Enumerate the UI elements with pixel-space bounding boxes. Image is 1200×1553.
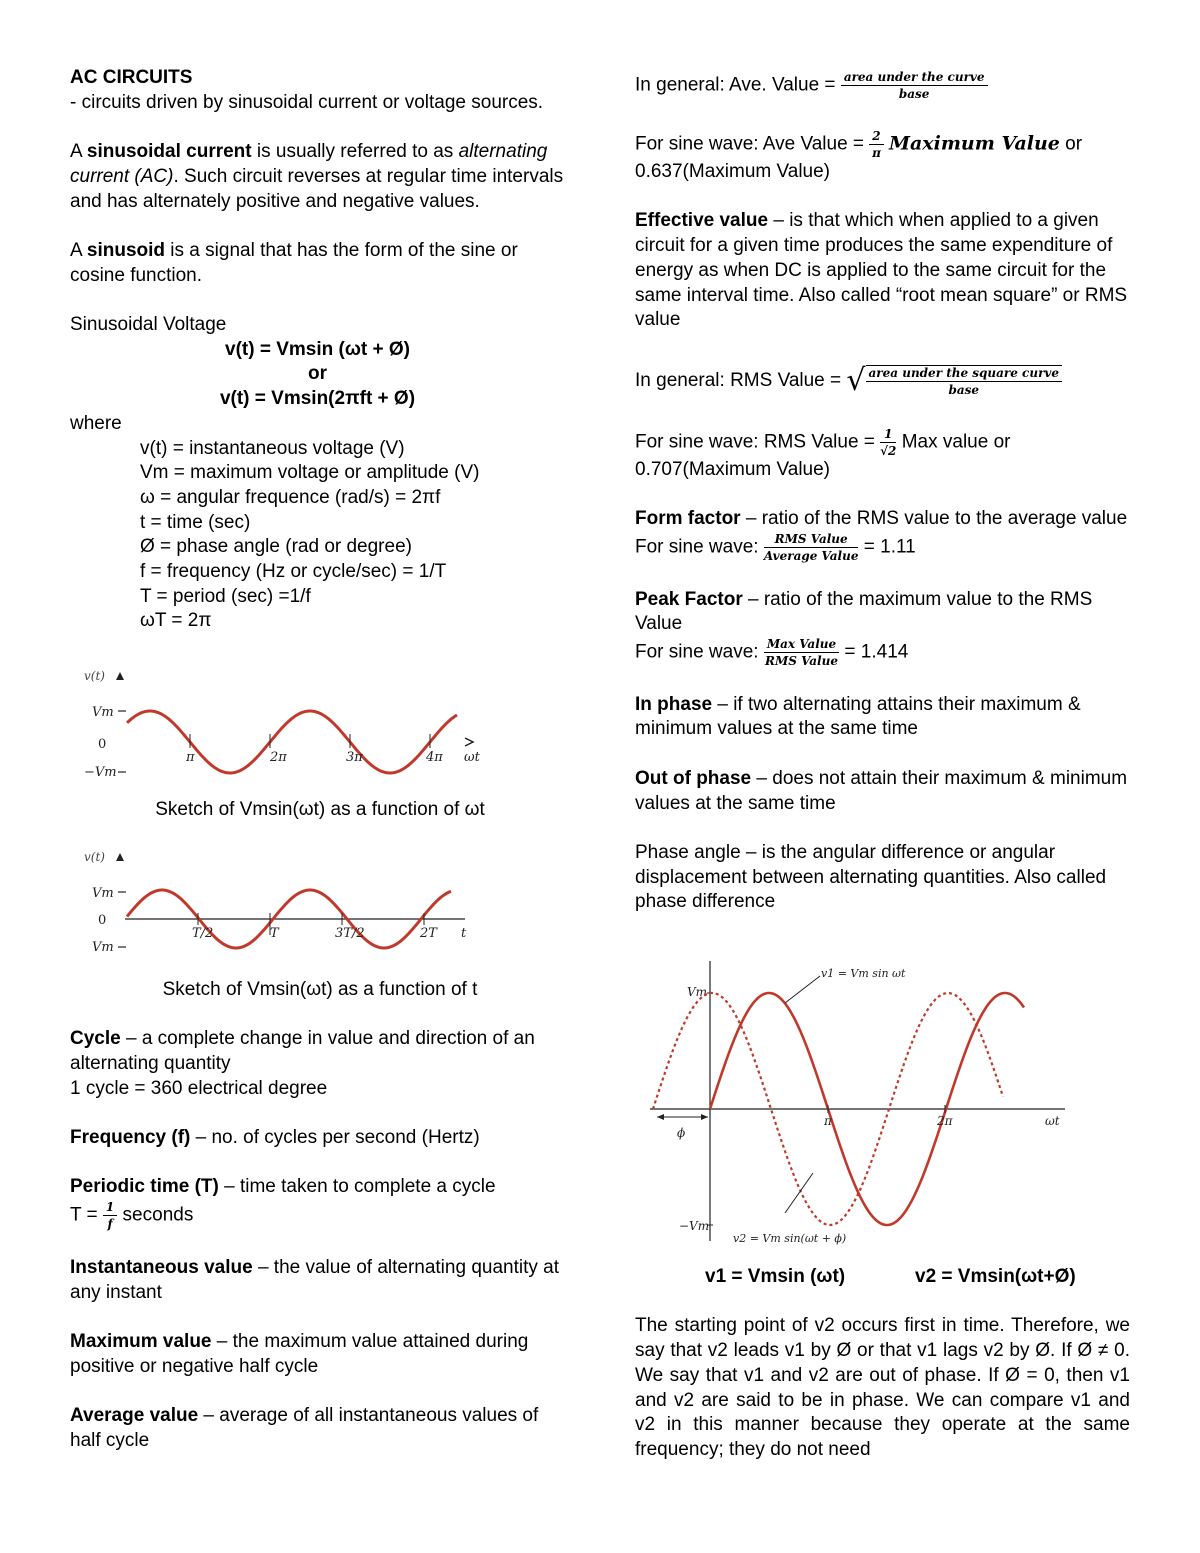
sine-vs-omega-t-figure bbox=[80, 664, 500, 784]
sinusoidal-voltage-label: Sinusoidal Voltage bbox=[70, 313, 227, 335]
fig1-vm-label: Vm bbox=[92, 705, 114, 721]
in-phase-definition: In phase – if two alternating attains their maximum & minimum values at the same time bbox=[635, 693, 1081, 740]
fig1-tick-2pi: 2π bbox=[270, 750, 287, 766]
form-factor-definition: Form factor – ratio of the RMS value to the average value bbox=[635, 508, 1128, 530]
fig1-xaxis-label: ωt bbox=[464, 750, 480, 766]
definition-item: ω = angular frequence (rad/s) = 2πf bbox=[140, 486, 441, 508]
v1-equation: v1 = Vmsin (ωt) bbox=[705, 1266, 846, 1288]
v2-equation: v2 = Vmsin(ωt+Ø) bbox=[915, 1266, 1076, 1288]
fig2-caption: Sketch of Vmsin(ωt) as a function of t bbox=[162, 978, 478, 1000]
right-column bbox=[635, 66, 1130, 1463]
equation-1: v(t) = Vmsin (ωt + Ø) bbox=[225, 338, 410, 360]
left-column bbox=[70, 66, 570, 1453]
rms-sine-formula: For sine wave: RMS Value = $\frac{1}{√2}$ Max value or 0.707(Maximum Value) bbox=[635, 426, 1011, 480]
phase-angle-definition: Phase angle – is the angular difference or angular displacement between alternating quantities. Also called phase difference bbox=[635, 841, 1107, 913]
fig1-zero-label: 0 bbox=[98, 737, 107, 753]
definition-item: Vm = maximum voltage or amplitude (V) bbox=[140, 462, 480, 484]
sinusoid-paragraph: A sinusoid is a signal that has the form of the sine or cosine function. bbox=[70, 239, 518, 286]
rms-general-formula: In general: RMS Value = √ $\frac{\text{area under the square curve}}{\text{base}}$ bbox=[635, 365, 1130, 397]
where-label: where bbox=[70, 412, 122, 434]
fig2-tick-half-t: T/2 bbox=[192, 925, 214, 941]
fig2-zero-label: 0 bbox=[98, 912, 107, 928]
fig3-tick-2pi: 2π bbox=[937, 1114, 953, 1129]
cycle-definition: Cycle – a complete change in value and direction of an alternating quantity bbox=[70, 1028, 535, 1074]
sinusoidal-current-paragraph: A sinusoidal current is usually referred to as alternating current (AC). Such circuit reverses at regular time intervals and has alternately positive and negative values. bbox=[70, 141, 564, 212]
definition-item: t = time (sec) bbox=[140, 511, 251, 533]
fig2-xaxis-label: t bbox=[461, 925, 467, 941]
periodic-time-definition: Periodic time (T) – time taken to complete a cycle bbox=[70, 1176, 496, 1198]
fig3-phi-label: ϕ bbox=[677, 1126, 686, 1141]
fig3-v1-label: v1 = Vm sin ωt bbox=[821, 967, 906, 981]
definition-item: ωT = 2π bbox=[140, 610, 212, 632]
form-factor-formula: For sine wave: $\frac{\text{RMS Value}}{\text{Average Value}}$ = 1.11 bbox=[635, 532, 916, 563]
instantaneous-value-definition: Instantaneous value – the value of alternating quantity at any instant bbox=[70, 1256, 559, 1303]
sqrt-symbol: √ bbox=[846, 362, 866, 398]
average-sine-formula: For sine wave: Ave Value = $\frac{2}{\pi}$ Maximum Value or bbox=[635, 129, 1083, 160]
definition-item: f = frequency (Hz or cycle/sec) = 1/T bbox=[140, 561, 447, 583]
frequency-definition: Frequency (f) – no. of cycles per second (Hertz) bbox=[70, 1127, 480, 1149]
fig2-negvm-label: Vm bbox=[92, 939, 114, 955]
fig3-negvm-label: −Vm bbox=[679, 1219, 710, 1234]
average-value-definition: Average value – average of all instantaneous values of half cycle bbox=[70, 1404, 539, 1451]
fig3-v2-label: v2 = Vm sin(ωt + ϕ) bbox=[733, 1232, 847, 1246]
equation-2: v(t) = Vmsin(2πft + Ø) bbox=[219, 388, 416, 410]
fig2-yaxis-label: v(t) bbox=[84, 849, 105, 864]
fig1-tick-pi: π bbox=[186, 750, 195, 766]
fig2-tick-2t: 2T bbox=[420, 925, 437, 941]
cycle-degrees: 1 cycle = 360 electrical degree bbox=[70, 1077, 328, 1099]
average-sine-value: 0.637(Maximum Value) bbox=[635, 161, 831, 182]
fig3-tick-pi: π bbox=[824, 1114, 832, 1129]
phase-explanation-paragraph: The starting point of v2 occurs first in time. Therefore, we say that v2 leads v1 by Ø or that v1 lags v2 by Ø. If Ø ≠ 0. We say that v1 and v2 are out of phase. If Ø = 0, then v1 and v2 are said to be in phase. We can compare v1 and v2 in this manner because they operate at the same frequency; they do not need bbox=[635, 1315, 1130, 1460]
page-title: AC CIRCUITS bbox=[70, 67, 193, 88]
fig1-tick-4pi: 4π bbox=[426, 750, 443, 766]
peak-factor-definition: Peak Factor – ratio of the maximum value to the RMS Value bbox=[635, 588, 1093, 635]
definition-item: v(t) = instantaneous voltage (V) bbox=[140, 437, 405, 459]
out-of-phase-definition: Out of phase – does not attain their maximum & minimum values at the same time bbox=[635, 767, 1128, 814]
subtitle: - circuits driven by sinusoidal current or voltage sources. bbox=[70, 91, 544, 113]
v-equations-row bbox=[635, 1265, 1130, 1290]
sine-vs-t-figure bbox=[80, 845, 500, 960]
definition-item: Ø = phase angle (rad or degree) bbox=[140, 536, 412, 558]
fig1-tick-3pi: 3π bbox=[346, 750, 363, 766]
fig1-caption: Sketch of Vmsin(ωt) as a function of ωt bbox=[155, 799, 485, 821]
fig2-tick-3half-t: 3T/2 bbox=[335, 925, 365, 941]
maximum-value-definition: Maximum value – the maximum value attained during positive or negative half cycle bbox=[70, 1330, 529, 1377]
equation-or: or bbox=[308, 363, 327, 385]
fig1-sine-wave bbox=[127, 711, 457, 773]
fig2-tick-t: T bbox=[270, 925, 279, 941]
fig2-vm-label: Vm bbox=[92, 885, 114, 901]
peak-factor-formula: For sine wave: $\frac{\text{Max Value}}{\text{RMS Value}}$ = 1.414 bbox=[635, 637, 909, 669]
period-formula: T = $\frac{1}{f}$ seconds bbox=[70, 1200, 194, 1232]
fig3-vm-label: Vm bbox=[687, 985, 708, 1000]
fig1-negvm-label: −Vm bbox=[84, 765, 117, 781]
definitions-list bbox=[70, 437, 570, 635]
average-general-formula: In general: Ave. Value = $\frac{\text{area under the curve}}{\text{base}}$ bbox=[635, 70, 1130, 101]
effective-value-definition: Effective value – is that which when applied to a given circuit for a given time produces the same expenditure of energy as when DC is applied to the same circuit for the same interval time. Also called “root mean square” or RMS value bbox=[635, 210, 1128, 331]
fig1-yaxis-label: v(t) bbox=[84, 669, 105, 684]
phase-difference-figure bbox=[645, 951, 1085, 1251]
definition-item: T = period (sec) =1/f bbox=[140, 585, 311, 607]
fig3-xaxis-label: ωt bbox=[1045, 1114, 1060, 1129]
